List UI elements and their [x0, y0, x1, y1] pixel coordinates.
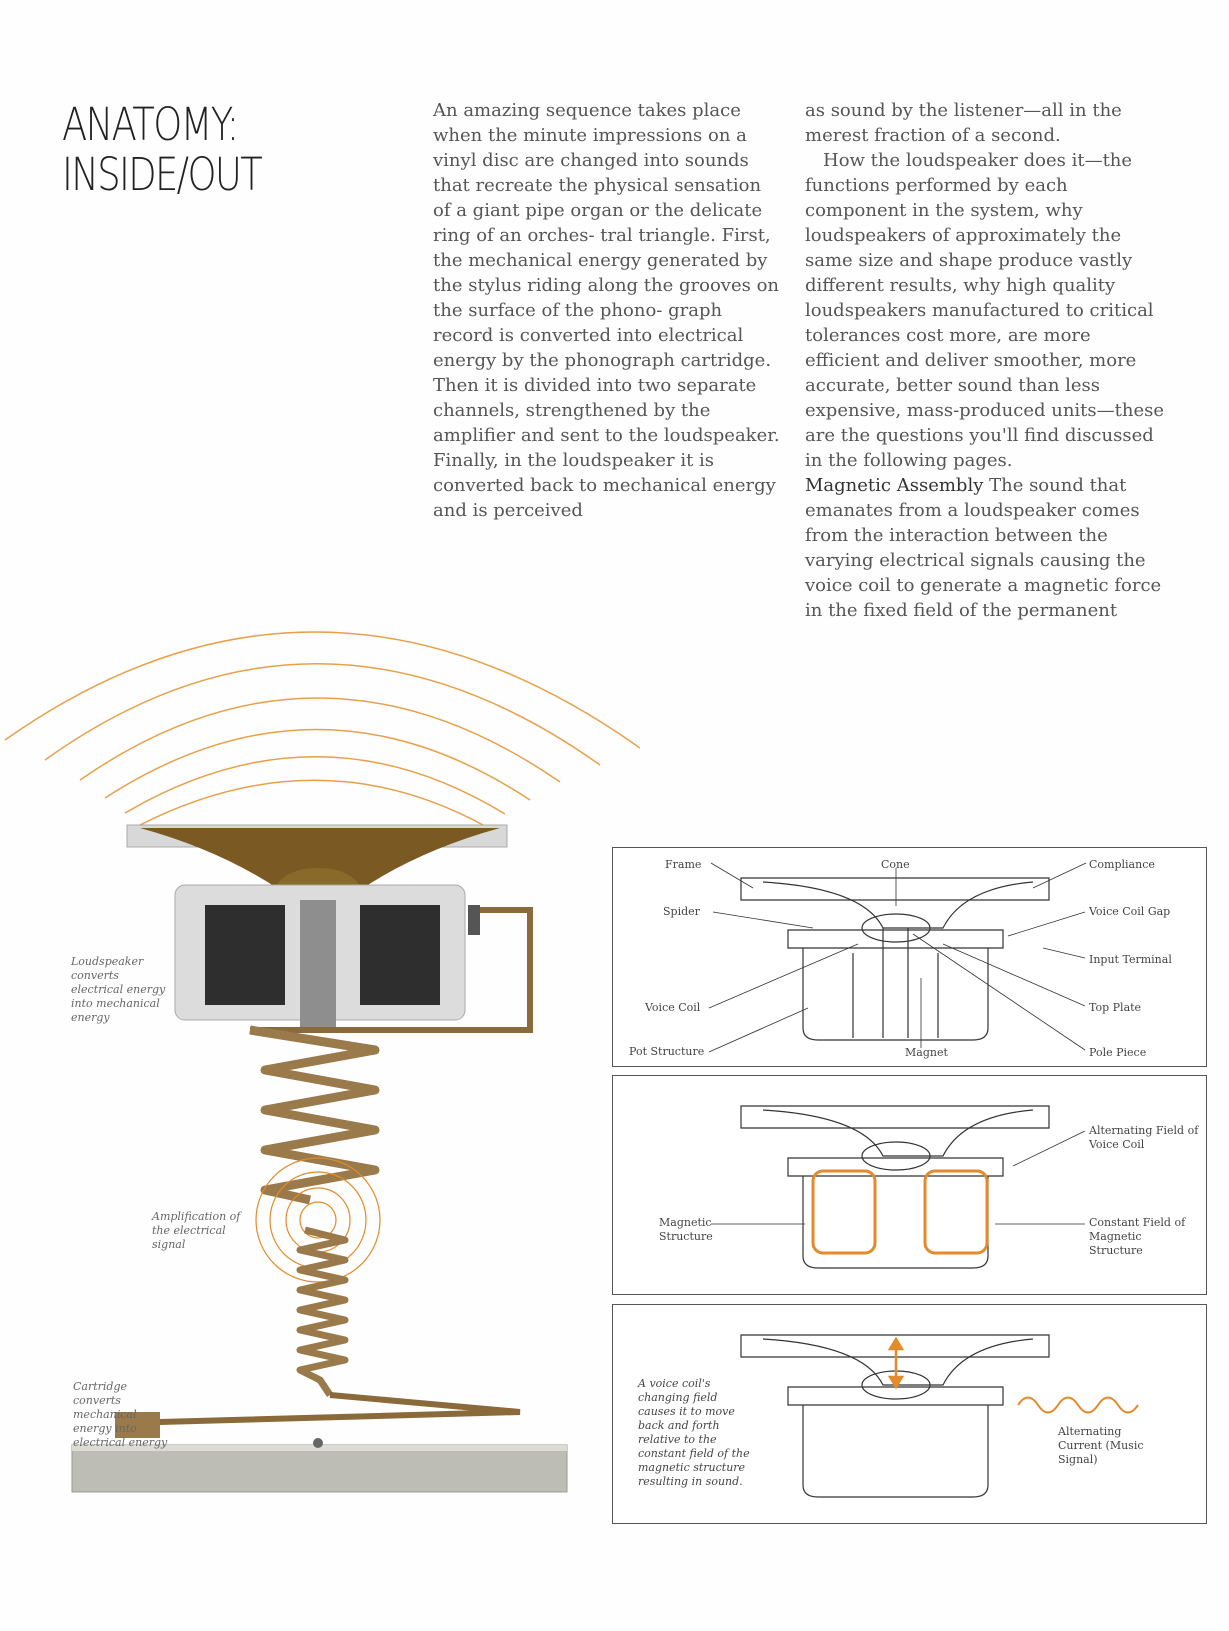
caption-cartridge: Cartridge converts mechanical energy into electrical energy — [73, 1380, 168, 1449]
body-column-1 — [433, 98, 783, 523]
label-top-plate: Top Plate — [1089, 1001, 1142, 1014]
body-paragraph-2: as sound by the listener—all in the merest fraction of a second. — [805, 100, 1122, 146]
diagram-panel-fields — [612, 1075, 1207, 1295]
magnetic-field-loops — [813, 1171, 987, 1253]
label-alternating-current: Alternating Current (Music Signal) — [1058, 1425, 1144, 1466]
sound-waves — [5, 632, 640, 826]
magnet-left — [205, 905, 285, 1005]
label-pole-piece: Pole Piece — [1089, 1046, 1147, 1059]
label-compliance: Compliance — [1089, 858, 1155, 871]
label-magnet: Magnet — [905, 1046, 948, 1059]
magnetic-assembly-subhead: Magnetic Assembly — [805, 475, 984, 496]
title-line-1: ANATOMY: — [62, 98, 238, 151]
label-voice-coil: Voice Coil — [645, 1001, 701, 1014]
amplifier-coil — [250, 1030, 375, 1200]
input-terminal — [468, 905, 480, 935]
label-constant-field: Constant Field of Magnetic Structure — [1089, 1216, 1186, 1257]
magnet-right — [360, 905, 440, 1005]
label-alternating-field: Alternating Field of Voice Coil — [1089, 1124, 1199, 1151]
label-spider: Spider — [663, 905, 700, 918]
body-paragraph-1: An amazing sequence takes place when the minute impressions on a vinyl disc are changed into sounds that recreate the physical sensation of a giant pipe organ or the delicate ring of an orches- tral triangle. First, the mechanical energy generated by the stylus riding along the grooves on the surface of the phono- graph record is converted into electrical energy by the phonograph cartridge. Then it is divided into two separate channels, strengthened by the amplifier and sent to the loudspeaker. Finally, in the loudspeaker it is converted back to mechanical energy and is perceived — [433, 100, 780, 521]
alternating-current-wave — [1018, 1398, 1138, 1413]
label-frame: Frame — [665, 858, 702, 871]
caption-amplification: Amplification of the electrical signal — [152, 1210, 241, 1251]
speaker-cross-section-2 — [613, 1076, 1206, 1294]
caption-loudspeaker: Loudspeaker converts electrical energy into mechanical energy — [71, 955, 166, 1024]
label-magnetic-structure: Magnetic Structure — [659, 1216, 713, 1243]
motion-arrow — [890, 1339, 902, 1387]
diagram-panel-anatomy — [612, 847, 1207, 1067]
label-voice-coil-gap: Voice Coil Gap — [1089, 905, 1171, 918]
label-input-terminal: Input Terminal — [1089, 953, 1172, 966]
magnetic-assembly-text: The sound that emanates from a loudspeaker comes from the interaction between the varying electrical signals causing the voice coil to generate a magnetic force in the fixed field of the permanent — [805, 475, 1162, 621]
body-paragraph-3: How the loudspeaker does it—the functions performed by each component in the system, why loudspeakers of approximately the same size and shape produce vastly different results, why high quality loudspeakers manufactured to critical tolerances cost more, are more efficient and deliver smoother, more accurate, better sound than less expensive, mass-produced units—these are the questions you'll find discussed in the following pages. — [805, 150, 1165, 471]
title-line-2: INSIDE/OUT — [62, 148, 262, 201]
cartridge-coil — [300, 1230, 345, 1395]
label-voice-coil-note: A voice coil's changing field causes it to move back and forth relative to the constant field of the magnetic structure resulting in sound. — [638, 1377, 750, 1488]
body-column-2 — [805, 98, 1165, 623]
diagram-panel-motion — [612, 1304, 1207, 1524]
tonearm — [160, 1395, 520, 1422]
pole-piece — [300, 900, 336, 1030]
body-paragraph-4 — [805, 473, 1165, 623]
label-cone: Cone — [881, 858, 910, 871]
page-title — [62, 100, 261, 200]
turntable-base — [72, 1445, 567, 1492]
label-pot-structure: Pot Structure — [629, 1045, 705, 1058]
spindle — [313, 1438, 323, 1448]
